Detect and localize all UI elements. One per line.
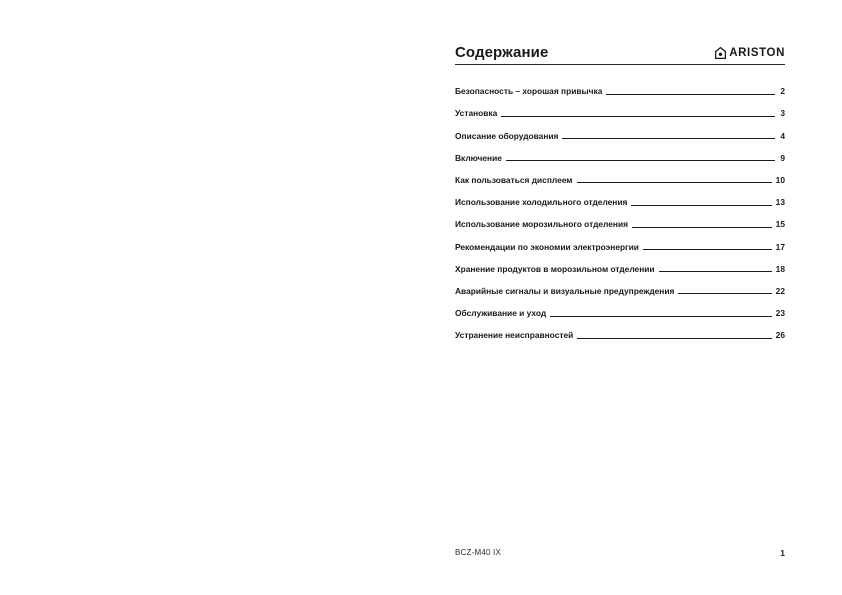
toc-entry-freezer[interactable]	[455, 207, 785, 229]
toc-entry-label: Обслуживание и уход	[455, 308, 547, 319]
toc-entry-start-up[interactable]	[455, 141, 785, 163]
toc-entry-label: Хранение продуктов в морозильном отделении	[455, 263, 655, 274]
toc-leader-line	[550, 315, 771, 317]
toc-leader-line	[501, 115, 775, 117]
toc-entry-page: 10	[775, 174, 785, 185]
toc-entry-page: 18	[775, 263, 785, 274]
header-divider	[455, 64, 785, 65]
toc-entry-page: 26	[775, 330, 785, 341]
toc-entry-label: Аварийные сигналы и визуальные предупреждения	[455, 285, 675, 296]
toc-entry-label: Включение	[455, 152, 502, 163]
toc-leader-line	[643, 248, 772, 250]
toc-entry-label: Описание оборудования	[455, 130, 559, 141]
toc-entry-maintenance[interactable]	[455, 296, 785, 318]
toc-entry-label: Устранение неисправностей	[455, 330, 574, 341]
toc-leader-line	[678, 292, 771, 294]
model-number: BCZ-M40 IX	[455, 548, 502, 557]
toc-leader-line	[506, 159, 775, 161]
toc-entry-page: 4	[780, 130, 785, 141]
toc-entry-page: 13	[775, 197, 785, 208]
toc-entry-display[interactable]	[455, 163, 785, 185]
table-of-contents	[455, 74, 785, 340]
toc-entry-installation[interactable]	[455, 96, 785, 118]
toc-entry-page: 2	[780, 86, 785, 97]
toc-entry-food-storage[interactable]	[455, 252, 785, 274]
toc-entry-safety[interactable]	[455, 74, 785, 96]
toc-entry-label: Использование морозильного отделения	[455, 219, 628, 230]
toc-entry-energy-saving[interactable]	[455, 229, 785, 251]
page-number: 1	[780, 548, 785, 558]
house-logo-icon	[715, 47, 726, 59]
page-title: Содержание	[455, 44, 549, 61]
toc-entry-label: Как пользоваться дисплеем	[455, 174, 573, 185]
toc-leader-line	[577, 181, 772, 183]
toc-entry-label: Безопасность – хорошая привычка	[455, 86, 603, 97]
toc-entry-page: 15	[775, 219, 785, 230]
toc-leader-line	[562, 137, 775, 139]
page-header	[455, 44, 785, 66]
toc-entry-description[interactable]	[455, 118, 785, 140]
toc-entry-fridge[interactable]	[455, 185, 785, 207]
toc-leader-line	[631, 204, 771, 206]
page-footer	[455, 548, 785, 560]
document-page	[455, 0, 785, 595]
toc-entry-page: 17	[775, 241, 785, 252]
toc-leader-line	[632, 226, 772, 228]
brand-logo	[715, 47, 785, 59]
toc-entry-page: 3	[780, 108, 785, 119]
toc-entry-troubleshooting[interactable]	[455, 318, 785, 340]
toc-entry-page: 22	[775, 285, 785, 296]
toc-entry-page: 9	[780, 152, 785, 163]
toc-entry-page: 23	[775, 308, 785, 319]
toc-entry-label: Рекомендации по экономии электроэнергии	[455, 241, 639, 252]
toc-entry-alarms[interactable]	[455, 274, 785, 296]
toc-entry-label: Использование холодильного отделения	[455, 197, 628, 208]
toc-leader-line	[606, 93, 775, 95]
toc-leader-line	[659, 270, 772, 272]
toc-leader-line	[577, 337, 771, 339]
brand-name: ARISTON	[729, 47, 785, 59]
toc-entry-label: Установка	[455, 108, 498, 119]
